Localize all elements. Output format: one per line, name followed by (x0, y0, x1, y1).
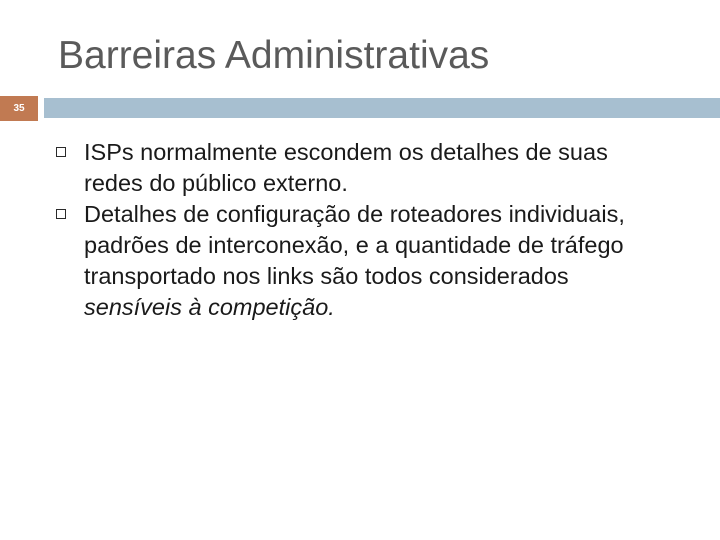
bullet-item (50, 137, 670, 199)
bullet-list (50, 137, 670, 323)
bullet-text: ISPs normalmente escondem os detalhes de suas redes do público externo. (84, 139, 608, 196)
slide-number-badge (0, 96, 38, 121)
bullet-text: Detalhes de configuração de roteadores individuais, padrões de interconexão, e a quantidade de tráfego transportado nos links são todos considerados (84, 201, 625, 289)
title-underline-bar (44, 98, 720, 118)
slide-title: Barreiras Administrativas (58, 34, 490, 77)
hollow-square-bullet-icon (56, 209, 66, 219)
bullet-emphasis-text: sensíveis à competição. (84, 294, 335, 320)
slide-number: 35 (13, 103, 25, 114)
bullet-item (50, 199, 670, 323)
hollow-square-bullet-icon (56, 147, 66, 157)
